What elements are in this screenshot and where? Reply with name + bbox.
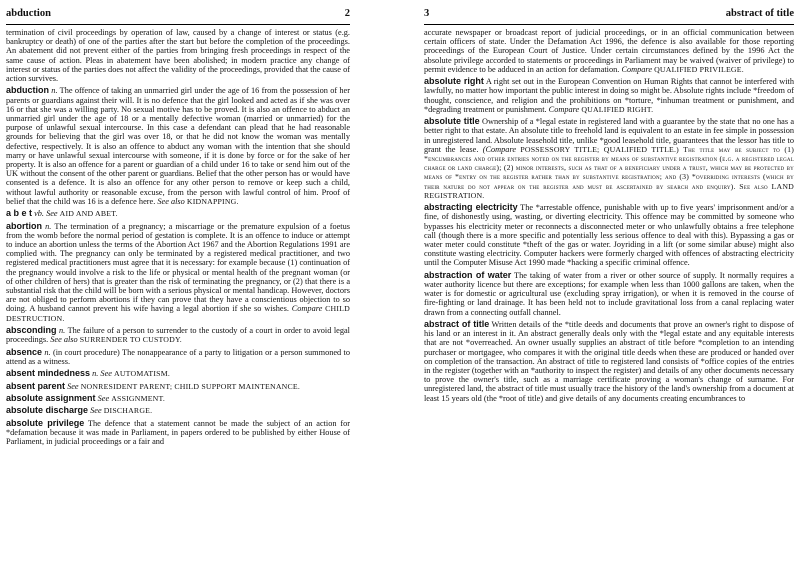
part-of-speech: n.: [51, 86, 58, 96]
right-page: [400, 0, 800, 588]
dictionary-entry: [6, 86, 350, 206]
headword: absolute assignment: [6, 393, 96, 404]
dictionary-entry: [6, 222, 350, 323]
xref-lead: See also: [157, 196, 185, 206]
part-of-speech: vb.: [34, 209, 44, 219]
definition: A right set out in the European Convention on Human Rights that cannot be interfered with lawfully, no matter how important the public interest in doing so might be. Absolute rights include *freedom of thought, conscience, and religion and the prohibitions on *torture, *inhuman treatment or punishment, and *degrading treatment or punishment.: [424, 77, 794, 114]
left-column: [6, 28, 350, 450]
cross-reference: QUALIFIED PRIVILEGE.: [654, 64, 744, 74]
definition: Written details of the *title deeds and documents that prove an owner's right to dispose of his land or an interest in it. An abstract generally deals only with the *legal estate and any equitable interests that are not *overreached. An owner usually supplies an abstract of title before *completion to an intending purchaser or mortgagee, who compares it with the original title deeds when these are produced or handed over on completion of the transaction. An abstract of title to registered land consists of *office copies of the entries in the register (together with an *authority to inspect the register) and details of any other documents necessary to prove the owner's title, such as a marriage certificate proving a woman's change of surname. For unregistered land, the abstract of title must usually trace the history of the land's ownership from a document at least 15 years old (the *root of title) and give details of any documents creating encumbrances to: [424, 320, 794, 403]
dictionary-entry: [6, 406, 350, 415]
xref-lead: See: [67, 381, 79, 391]
continuation-text: termination of civil proceedings by operation of law, caused by a change of interest or status (e.g. bankruptcy or death) of one of the parties after the start but before the completion of the proceedings. An abatement did not prevent either of the parties from bringing fresh proceedings in respect of the same cause of action. Pleas in abatement have been abolished; in modern practice any change of interest or status of the parties does not affect the validity of the proceedings, provided that the cause of action survives.: [6, 28, 350, 84]
definition: (in court procedure) The nonappearance of a party to litigation or a person summoned to attend as a witness.: [6, 347, 350, 366]
dictionary-entry: [424, 77, 794, 114]
headword: abstraction of water: [424, 269, 512, 280]
part-of-speech: n.: [92, 369, 99, 379]
cross-reference: AUTOMATISM.: [114, 369, 171, 379]
right-page-header: [424, 8, 794, 24]
header-rule: [6, 24, 350, 25]
dictionary-entry: [6, 209, 350, 218]
dictionary-entry: [424, 271, 794, 317]
xref-lead: (Compare: [482, 144, 517, 154]
headword: absolute privilege: [6, 417, 85, 428]
xref-lead: See: [97, 394, 110, 404]
right-column: [424, 28, 794, 406]
xref-lead: See: [90, 406, 102, 416]
cross-reference: KIDNAPPING.: [186, 196, 239, 206]
running-head: abduction: [6, 8, 51, 19]
xref-lead: Compare: [548, 104, 580, 114]
headword: absolute right: [424, 76, 484, 87]
definition: The termination of a pregnancy; a miscarriage or the premature expulsion of a foetus from the womb before the normal period of gestation is complete. It is an offence to induce or attempt to induce an abortion unless the terms of the Abortion Act 1967 and the Abortion Regulations 1991 are complied with. The pregnancy can only be terminated by a registered medical practitioner, and two registered medical practitioners must agree that it is necessary: for example because (1) continuation of the pregnancy would involve a risk to the life or physical or mental health of the pregnant woman (or of other children of hers) that is greater than the risk of terminating the pregnancy, or (2) that there is a substantial risk that the child will be born with a serious physical or mental handicap. However, doctors are not obliged to perform abortions if they can prove that they have a conscientious objection to so doing. A husband cannot prevent his wife having a legal abortion if she so wishes.: [6, 221, 350, 314]
definition: The failure of a person to surrender to the custody of a court in order to avoid legal proceedings.: [6, 326, 350, 345]
xref-lead: See: [100, 369, 112, 379]
continuation-text: [424, 28, 794, 74]
dictionary-entry: [424, 117, 794, 200]
definition: The *arrestable offence, punishable with up to five years' imprisonment and/or a fine, of dishonestly using, wasting, or diverting electricity. This offence may be committed by someone who bypasses his electricity meter or reconnects a disconnected meter or who unlawfully obtains a free telephone call (though there is a more specific and potentially less serious offence to deal with this). Bypassing a gas or water meter could constitute *theft of the gas or water. Joyriding in a lift (or some similar abuse) might also constitute wasting electricity. Computer hackers were formerly charged with offences of abstracting electricity until the Computer Misuse Act 1990 made *hacking a specific criminal offence.: [424, 203, 794, 268]
cross-reference: AID AND ABET.: [59, 209, 118, 219]
page-number: 3: [424, 8, 430, 19]
definition: The offence of taking an unmarried girl under the age of 16 from the possession of her parents or guardians against their will. It is no defence that the girl looked and acted as if she was over 16 or that she was a willing party. No sexual motive has to be proved. It is also an offence to abduct an unmarried girl under the age of 18 or a mentally defective woman (married or unmarried) for the purpose of unlawful sexual intercourse. In this case a defendant can plead that he had reasonable grounds for believing that the girl was over 18, or that he did not know the woman was mentally defective, respectively. It is also an offence to abduct any woman with the intention that she should marry or have unlawful sexual intercourse with someone, if it is done by force or for the sake of her property. It is also an offence for a parent or guardian of a child under 16 to take or send him out of the UK without the consent of the other parent or guardians. Belief that the other person has or would have consented is a defence. It is also an offence for any other person to remove or keep such a child, without lawful authority or reasonable excuse, from the person with lawful control of him. Proof of belief that the child was 16 is a defence here.: [6, 86, 350, 206]
cross-reference: SURRENDER TO CUSTODY.: [79, 335, 182, 345]
headword: absolute discharge: [6, 405, 89, 416]
headword: abstracting electricity: [424, 202, 518, 213]
part-of-speech: n.: [45, 221, 52, 231]
dictionary-entry: [424, 203, 794, 267]
xref-lead: Compare: [291, 304, 323, 314]
header-rule: [424, 24, 794, 25]
xref-lead: Compare: [621, 64, 653, 74]
cross-reference: NONRESIDENT PARENT; CHILD SUPPORT MAINTENANCE.: [80, 381, 301, 391]
left-page-header: [6, 8, 350, 24]
headword: absolute title: [424, 116, 480, 127]
cross-reference: POSSESSORY TITLE; QUALIFIED TITLE.) The title may be subject to (1) *encumbrances and other entries noted on the register by means of substantive registration (e.g. a registered legal charge or land charge); (2) minor interests, such as that of a beneficiary under a trust, which may be protected by means of *entry on the register rather than by substantive registration; and (3) *overriding interests (which by their nature do not appear on the register and must be ascertained by search and enquiry). See also LAND REGISTRATION.: [424, 144, 795, 200]
dictionary-entry: [424, 320, 794, 403]
xref-lead: See: [46, 209, 58, 219]
cross-reference: QUALIFIED RIGHT.: [581, 104, 654, 114]
headword: abstract of title: [424, 319, 490, 330]
headword: a b e t: [6, 208, 33, 219]
running-head: abstract of title: [725, 8, 794, 19]
headword: absent parent: [6, 380, 66, 391]
definition: The defence that a statement cannot be made the subject of an action for *defamation because it was made in Parliament, in papers ordered to be published by either House of Parliament, in judicial proceedings or a fair and: [6, 418, 350, 447]
dictionary-entry: [6, 326, 350, 344]
xref-lead: See also: [50, 335, 78, 345]
dictionary-entry: [6, 369, 350, 378]
dictionary-entry: [6, 394, 350, 403]
headword: abortion: [6, 220, 42, 231]
cross-reference: CHILD DESTRUCTION.: [6, 304, 350, 323]
part-of-speech: n.: [44, 347, 51, 357]
cross-reference: ASSIGNMENT.: [111, 394, 166, 404]
headword: absent mindedness: [6, 368, 91, 379]
part-of-speech: n.: [59, 326, 66, 336]
headword: absconding: [6, 325, 57, 336]
continuation-body: accurate newspaper or broadcast report of judicial proceedings, or in an official communication between certain officers of state. Under the Defamation Act 1996, the defence is also available for those reporting proceedings of the European Court of Justice. Under certain circumstances defined by the 1996 Act the absolute privilege accorded to statements or proceedings in Parliament may be waived (waiver of privilege) to permit evidence to be adduced in an action for defamation.: [424, 28, 794, 74]
dictionary-entry: [6, 348, 350, 366]
definition: The taking of water from a river or other source of supply. It normally requires a water authority licence but there are exceptions; for example when less than 1000 gallons are taken, when the water is for domestic or agricultural use (excluding spray irrigation), or when it is removed in the course of fire-fighting or land drainage. It has been held not to include gravitational loss from a canal replacing water drawn from a connecting outfall channel.: [424, 270, 794, 317]
cross-reference: DISCHARGE.: [103, 406, 153, 416]
page-number: 2: [344, 8, 350, 19]
headword: abduction: [6, 85, 49, 96]
dictionary-entry: [6, 382, 350, 391]
definition: Ownership of a *legal estate in registered land with a guarantee by the state that no one has a better right to that estate. An absolute title to freehold land is equivalent to an estate in fee simple in possession in unregistered land. Absolute leasehold title, unlike *good leasehold title, guarantees that the lessor has title to grant the lease.: [424, 117, 795, 154]
headword: absence: [6, 346, 43, 357]
dictionary-entry: [6, 419, 350, 447]
